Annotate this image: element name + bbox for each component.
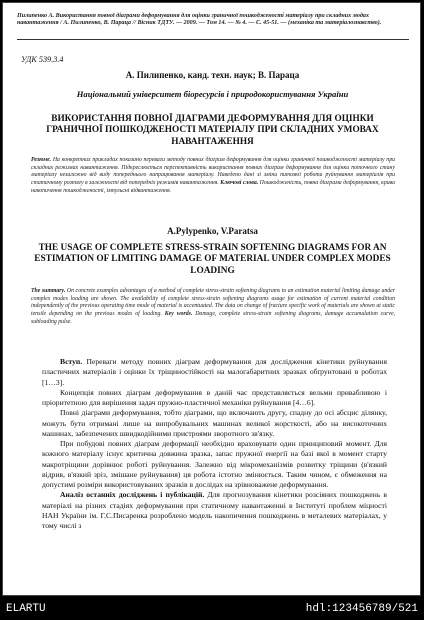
intro-p1-text: Переваги методу повних діаграм деформування для дослідження кінетики руйнування пластичних матеріалів і оцінки їх тріщиностійкості на малогабаритних зразках обґрунтовані в роботах [1…3]. bbox=[42, 357, 387, 387]
abstract-en-label: The summary. bbox=[31, 288, 66, 294]
affiliation: Національний університет біоресурсів і природокористування України bbox=[76, 89, 349, 99]
body-text bbox=[42, 357, 387, 531]
title-ukrainian: ВИКОРИСТАННЯ ПОВНОЇ ДІАГРАМИ ДЕФОРМУВАННЯ ДЛЯ ОЦІНКИ ГРАНИЧНОЇ ПОШКОДЖЕНОСТІ МАТЕРІАЛУ ПРИ СКЛАДНИХ УМОВАХ НАВАНТАЖЕННЯ bbox=[46, 114, 379, 147]
abstract-english bbox=[31, 288, 395, 327]
keywords-uk-text: Пошкодженість, повна діаграма деформування, крива накопичення пошкодженості, імпульсні відвантаження. bbox=[31, 180, 396, 194]
authors-english: A.Pylypenko, V.Paratsa bbox=[167, 226, 258, 236]
status-bar bbox=[0, 599, 424, 620]
title-english: THE USAGE OF COMPLETE STRESS-STRAIN SOFTENING DIAGRAMS FOR AN ESTIMATION OF LIMITING DAMAGE OF MATERIAL UNDER COMPLEX MODES LOADING bbox=[34, 243, 391, 276]
keywords-uk-label: Ключові слова. bbox=[220, 180, 259, 187]
header-divider bbox=[17, 39, 409, 40]
authors-ukrainian: А. Пилипенко, канд. техн. наук; В. Параца bbox=[125, 70, 300, 80]
intro-paragraph-2: Концепція повних діаграм деформування в даній час представляється вельми привабливою і пріоритетною для вирішення задач пружно-пластичної механіки руйнування [4…6]. bbox=[42, 387, 387, 407]
analysis-paragraph bbox=[42, 490, 387, 531]
abstract-uk-label: Резюме. bbox=[31, 157, 52, 163]
handle-id: hdl:123456789/521 bbox=[305, 603, 418, 615]
abstract-en-text: On concrete examples advantages of a method of complete stress-strain softening diagrams to an estimation material limiting damage under complex modes loading are shown. The availability of complete stress-strain softening diagrams usage for estimation of current material condition independently of the previous operating time mode of material is accentuated. The data on change of fracture specific work of materials are shown at static tensile depending on the previous modes of loading. bbox=[31, 288, 395, 318]
intro-paragraph-1 bbox=[42, 357, 387, 388]
abstract-uk-text: На конкретних прикладах показано переваги методу повних діаграм деформування для оцінки граничної пошкодженості матеріалу при складних режимах навантаження. Підкреслюється перспективність використання повних діаграм деформування для оцінки поточного стану матеріалу незалежно від виду попереднього напрацювання матеріалу. Наведено дані зі зміни питомої роботи руйнування матеріалів при статичному розтягу в залежності від попередніх режимів навантаження. bbox=[31, 157, 395, 187]
udc-code: УДК 539.3.4 bbox=[21, 55, 64, 64]
intro-paragraph-4: При побудові повних діаграм деформації необхідно враховувати один принциповий момент. Для кожного матеріалу існує критична довжина зразка, запас пружної енергії на базі якої в момент старту макротріщини дорівнює роботі руйнування. Залежно від мікромеханізмів розвитку тріщини (в'язкий відрив, в'язкий зріз, змішане руйнування) ця робота істотно змінюється. Таким чином, є обмеження на допустимі розміри використовуваних зразків в дослідах на зрівноважене деформування. bbox=[42, 439, 387, 489]
analysis-heading: Аналіз останніх досліджень і публікацій. bbox=[60, 490, 205, 500]
keywords-en-label: Key words. bbox=[164, 311, 193, 318]
intro-heading: Вступ. bbox=[60, 357, 83, 366]
header-citation: Пилипенко А. Використання повної діаграми деформування для оцінки граничної пошкодженості матеріалу при складних модах навантаження / А. Пилипенко, В. Параца // Вісник ТДТУ. — 2009. — Том 14. — № 4. — С. 45-51. — (механіка та матеріалознавство). bbox=[17, 13, 382, 27]
repository-name: ELARTU bbox=[6, 603, 46, 615]
keywords-en-text: Damage, complete stress-strain softening diagrams, damage accumulation curve, subloading pulse. bbox=[31, 311, 395, 325]
abstract-ukrainian bbox=[31, 157, 395, 196]
intro-paragraph-3: Повні діаграми деформування, тобто діаграми, що включають другу, спадну до осі абсцис ділянку, можуть бути отримані лише на випробувальних машинах великої жорсткості, або на високоточних машинах, забезпечених швидкодійними пристроями зворотного зв'язку. bbox=[42, 408, 387, 438]
paper-page bbox=[2, 2, 421, 596]
analysis-text: Для прогнозування кінетики розсіяних пошкоджень в матеріалі на різних стадіях деформування при статичному навантаженні в Інституті проблем міцності НАН України ім. Г.С.Писаренка розроблено модель накопичення пошкоджень в металевих матеріалах, у тому числі з bbox=[42, 490, 387, 530]
